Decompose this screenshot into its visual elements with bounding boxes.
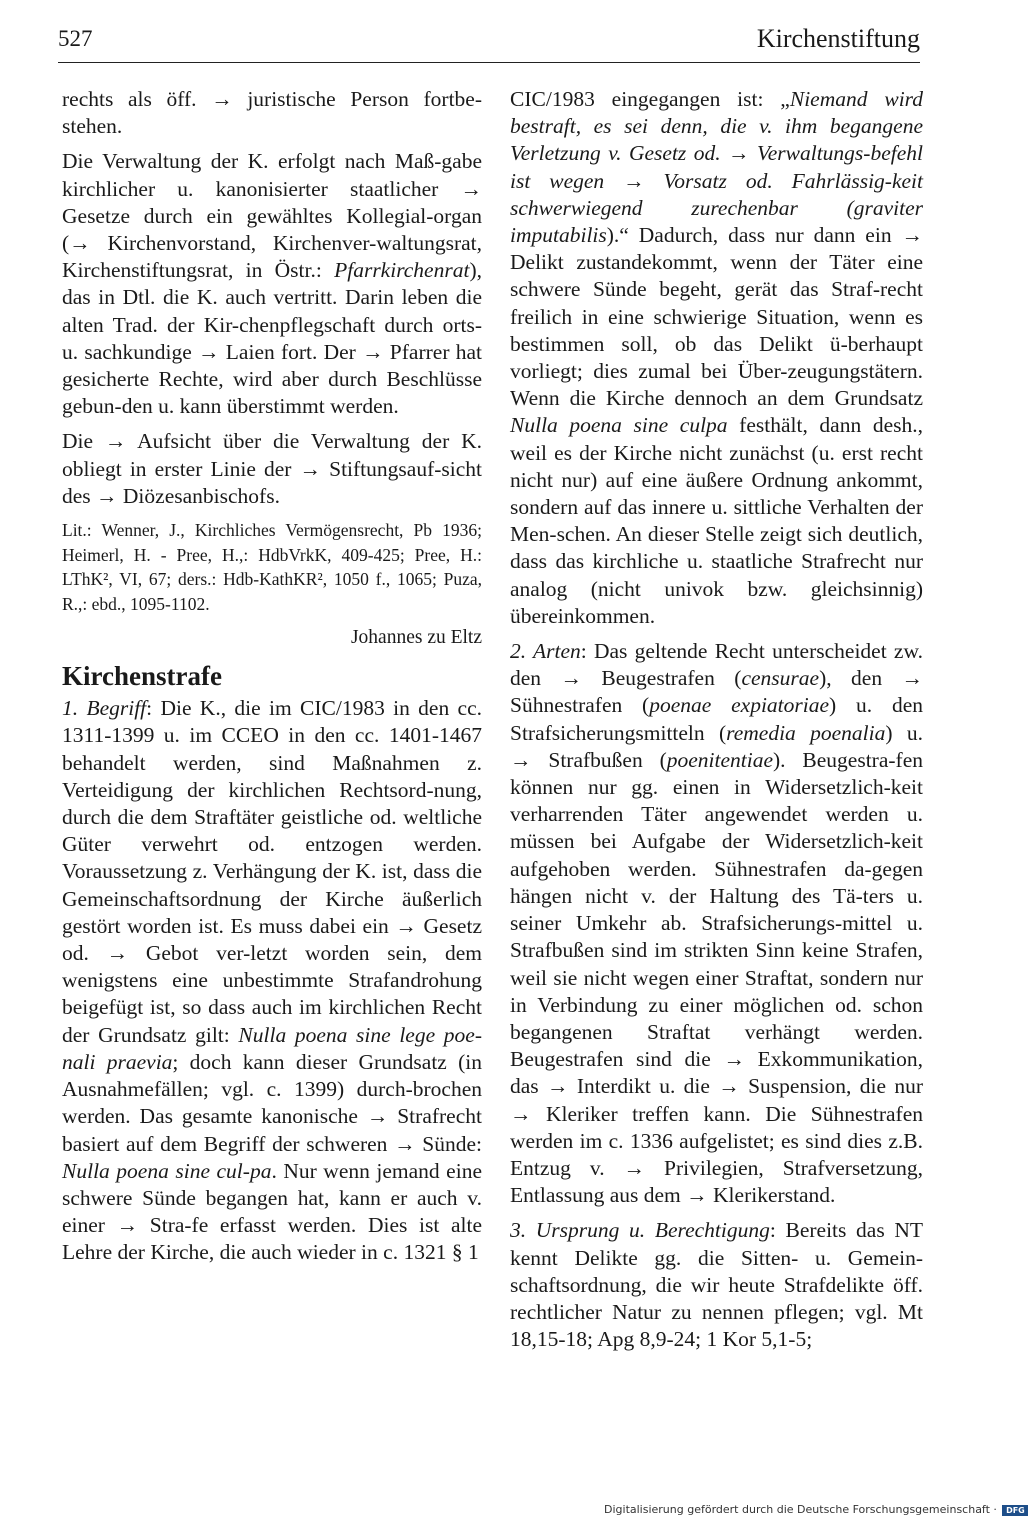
paragraph: 1. Begriff: Die K., die im CIC/1983 in den cc. 1311-1399 u. im CCEO in den cc. 1401-1467 behandelt werden, sind Maßnahmen z. Verteidigung der kirchlichen Rechtsord-nung, durch die dem Straftäter geistliche od. weltliche Güter verwehrt od. entzogen werden. Voraussetzung z. Verhängung der K. ist, dass die Gemeinschaftsordnung der Kirche äußerlich gestört worden ist. Es muss dabei ein → Gesetz od. → Gebot ver-letzt worden sein, dem wenigstens eine unbestimmte Strafandrohung beigefügt ist, so dass auch im kirchlichen Recht der Grundsatz gilt: Nulla poena sine lege poe-nali praevia; doch kann dieser Grundsatz (in Ausnahmefällen; vgl. c. 1399) durch-brochen werden. Das gesamte kanonische → Strafrecht basiert auf dem Begriff der schweren → Sünde: Nulla poena sine cul-pa. Nur wenn jemand eine schwere Sünde begangen hat, kann er auch v. einer → Stra-fe erfasst werden. Dies ist alte Lehre der Kirche, die auch wieder in c. 1321 § 1 xyxy=(62,696,483,1265)
section-label: 1. Begriff xyxy=(62,696,147,721)
paragraph: Die → Aufsicht über die Verwaltung der K. obliegt in erster Linie der → Stiftungsauf-sicht des → Diözesanbischofs. xyxy=(62,429,482,508)
paragraph: 2. Arten: Das geltende Recht unterscheidet zw. den → Beugestrafen (censurae), den → Sühnestrafen (poenae expiatoriae) u. den Strafsicherungsmitteln (remedia poenalia) u. → Strafbußen (poenitentiae). Beugestra-fen können nur gg. einen in Widersetzlich-keit verharrenden Täter angewendet werden u. müssen bei Aufgabe der Widersetzlich-keit aufgehoben werden. Sühnestrafen da-gegen hängen nicht v. der Haltung des Tä-ters u. seiner Umkehr ab. Strafsicherungs-mittel u. Strafbußen sind im strikten Sinn keine Strafen, weil sie nicht wegen einer Straftat, sondern nur in Verbindung zu einer möglichen od. schon begangenen Straftat verhängt werden. Beugestrafen sind die → Exkommunikation, das → Interdikt u. die → Suspension, die nur → Kleriker treffen kann. Die Sühnestrafen werden im c. 1336 aufgelistet; es sind dies z.B. Entzug v. → Privilegien, Strafversetzung, Entlassung aus dem → Klerikerstand. xyxy=(510,639,924,1208)
dfg-logo-icon: DFG xyxy=(1002,1505,1028,1516)
right-column xyxy=(510,86,923,1361)
paragraph: Die Verwaltung der K. erfolgt nach Maß-gabe kirchlicher u. kanonisierter staatlicher → Gesetze durch ein gewähltes Kollegial-organ (→ Kirchenvorstand, Kirchenver-waltungsrat, Kirchenstiftungsrat, in Östr.: Pfarrkirchenrat), das in Dtl. die K. auch vertritt. Darin leben die alten Trad. der Kir-chenpflegschaft durch orts- u. sachkundige → Laien fort. Der → Pfarrer hat gesicherte Rechte, wird aber durch Beschlüsse gebun-den u. kann überstimmt werden. xyxy=(62,149,482,419)
page-header xyxy=(58,22,920,63)
literature-references: Lit.: Wenner, J., Kirchliches Vermögensrecht, Pb 1936; Heimerl, H. - Pree, H.,: HdbVrkK, 409-425; Pree, H.: LThK², VI, 67; ders.: Hdb-KathKR², 1050 f., 1065; Puza, R.,: ebd., 1095-1102. xyxy=(62,520,482,614)
running-title: Kirchenstiftung xyxy=(756,24,920,53)
digitization-footer xyxy=(604,1503,1025,1519)
paragraph: rechts als öff. → juristische Person fortbe-stehen. xyxy=(62,87,482,139)
footer-text: Digitalisierung gefördert durch die Deutsche Forschungsgemeinschaft · xyxy=(604,1503,997,1516)
paragraph: 3. Ursprung u. Berechtigung: Bereits das NT kennt Delikte gg. die Sitten- u. Gemein-schaftsordnung, die wir heute Strafdelikte öff. rechtlicher Natur zu nennen pflegen; vgl. Mt 18,15-18; Apg 8,9-24; 1 Kor 5,1-5; xyxy=(510,1218,923,1352)
paragraph: CIC/1983 eingegangen ist: „Niemand wird bestraft, es sei denn, die v. ihm begangene Verletzung v. Gesetz od. → Verwaltungs-befehl ist wegen → Vorsatz od. Fahrlässig-keit schwerwiegend zurechenbar (graviter imputabilis).“ Dadurch, dass nur dann ein → Delikt zustandekommt, wenn der Täter eine schwere Sünde begeht, gerät das Straf-recht freilich in eine schwierige Situation, wenn es bestimmen soll, ob das Delikt ü-berhaupt vorliegt; dies zumal bei Über-zeugungstätern. Wenn die Kirche dennoch an dem Grundsatz Nulla poena sine culpa festhält, dann desh., weil es der Kirche nicht zunächst (u. erst recht nicht nur) auf eine äußere Ordnung ankommt, sondern auf das innere u. sittliche Verhalten der Men-schen. An dieser Stelle zeigt sich deutlich, dass das kirchliche u. staatliche Strafrecht nur analog (nicht univok bzw. gleichsinnig) übereinkommen. xyxy=(510,87,923,628)
page-number: 527 xyxy=(58,26,93,51)
section-label: 2. Arten xyxy=(510,639,581,664)
left-column xyxy=(62,86,482,1275)
article-heading: Kirchenstrafe xyxy=(62,661,222,692)
section-label: 3. Ursprung u. Berechtigung xyxy=(510,1218,770,1243)
author-name: Johannes zu Eltz xyxy=(350,627,482,649)
